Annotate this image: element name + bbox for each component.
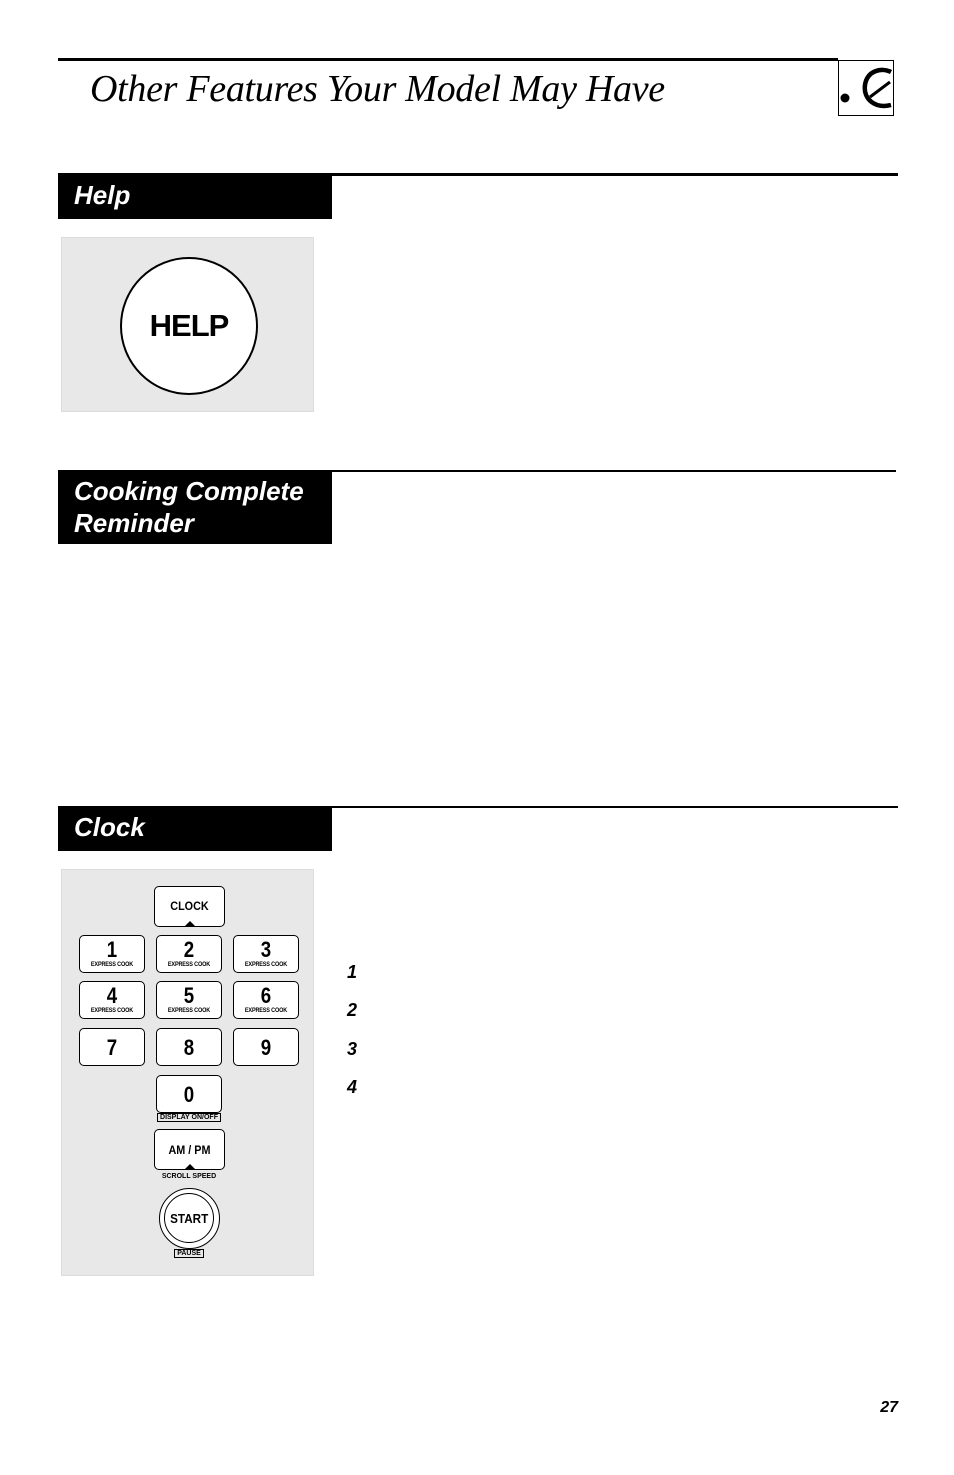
am-pm-key-label: AM / PM	[168, 1143, 211, 1157]
number-key-7-label: 7	[106, 1035, 118, 1060]
pause-text: PAUSE	[174, 1249, 204, 1258]
number-key-8-label: 8	[183, 1035, 195, 1060]
number-key-9[interactable]	[233, 1028, 299, 1066]
number-key-4-label: 4	[106, 983, 118, 1008]
number-key-9-label: 9	[260, 1035, 272, 1060]
express-cook-label: EXPRESS COOK	[167, 1007, 211, 1014]
number-key-0-label: 0	[183, 1082, 195, 1107]
start-key-label: START	[169, 1210, 209, 1226]
header-rule	[58, 58, 838, 61]
start-key[interactable]	[159, 1188, 220, 1249]
express-cook-label: EXPRESS COOK	[90, 961, 134, 968]
display-on-off-label	[150, 1113, 228, 1122]
clock-step-4: 4	[347, 1077, 358, 1097]
clock-section-rule	[332, 806, 898, 808]
number-key-5-label: 5	[183, 983, 195, 1008]
display-on-off-text: DISPLAY ON/OFF	[157, 1113, 221, 1122]
help-section-heading: Help	[58, 173, 332, 219]
cooking-complete-heading-line2: Reminder	[74, 508, 194, 538]
clock-section-heading: Clock	[58, 806, 332, 851]
number-key-5[interactable]	[156, 981, 222, 1019]
scroll-speed-label: SCROLL SPEED	[161, 1173, 217, 1180]
number-key-0[interactable]	[156, 1075, 222, 1113]
clock-key-indicator	[185, 921, 195, 926]
am-pm-key-indicator	[185, 1164, 195, 1169]
cooking-complete-section-rule	[332, 470, 896, 472]
express-cook-label: EXPRESS COOK	[244, 1007, 288, 1014]
number-key-6[interactable]	[233, 981, 299, 1019]
clock-step-3: 3	[347, 1039, 358, 1059]
number-key-2-label: 2	[183, 937, 195, 962]
page-number: 27	[880, 1399, 898, 1416]
number-key-3[interactable]	[233, 935, 299, 973]
number-key-3-label: 3	[260, 937, 272, 962]
express-cook-label: EXPRESS COOK	[167, 961, 211, 968]
clock-step-1: 1	[347, 962, 358, 982]
cooking-complete-heading-line1: Cooking Complete	[74, 476, 304, 506]
number-key-1[interactable]	[79, 935, 145, 973]
pause-label	[150, 1249, 228, 1258]
gas-range-logo-icon	[838, 60, 894, 116]
number-key-6-label: 6	[260, 983, 272, 1008]
help-section-rule	[332, 173, 898, 176]
number-key-7[interactable]	[79, 1028, 145, 1066]
number-key-8[interactable]	[156, 1028, 222, 1066]
page-title: Other Features Your Model May Have	[90, 68, 665, 110]
help-button[interactable]: HELP	[120, 257, 258, 395]
number-key-2[interactable]	[156, 935, 222, 973]
express-cook-label: EXPRESS COOK	[90, 1007, 134, 1014]
clock-step-2: 2	[347, 1000, 358, 1020]
cooking-complete-section-heading	[58, 470, 332, 544]
number-key-1-label: 1	[106, 937, 118, 962]
clock-key-label: CLOCK	[170, 899, 209, 913]
number-key-4[interactable]	[79, 981, 145, 1019]
express-cook-label: EXPRESS COOK	[244, 961, 288, 968]
